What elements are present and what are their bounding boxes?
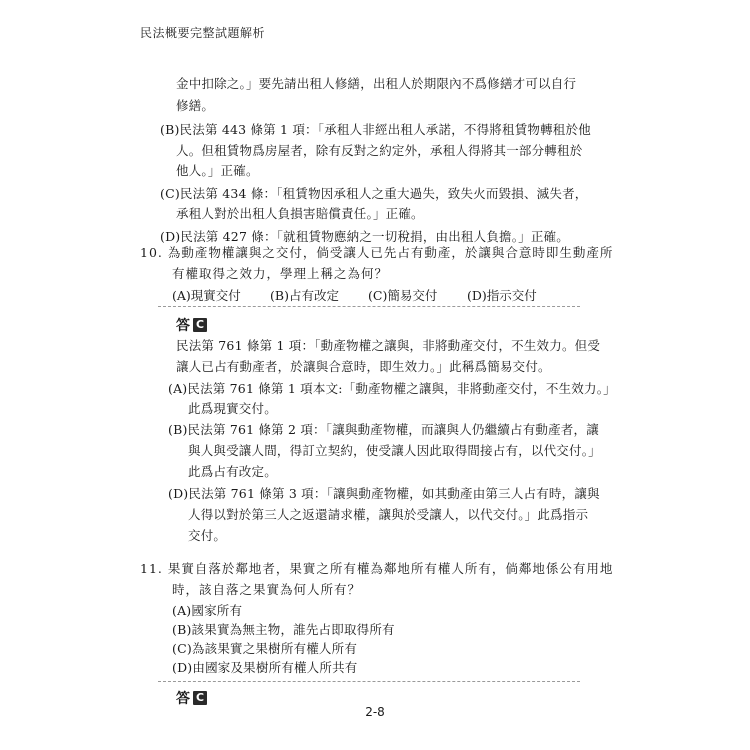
text-line: (B)民法第 443 條第 1 項：「承租人非經出租人承諾，不得將租賃物轉租於他 xyxy=(160,122,591,137)
text-line: 人。但租賃物爲房屋者，除有反對之約定外，承租人得將其一部分轉租於 xyxy=(176,143,583,158)
text-line: (B)民法第 761 條第 2 項：「讓與動產物權，而讓與人仍繼續占有動產者，讓 xyxy=(168,422,599,437)
question-text: 時，該自落之果實為何人所有？ xyxy=(172,582,362,597)
text-line: 承租人對於出租人負損害賠償責任。」正確。 xyxy=(176,206,424,221)
answer-letter-badge: C xyxy=(193,691,207,705)
page-header: 民法概要完整試題解析 xyxy=(140,26,266,40)
dashed-divider xyxy=(158,681,580,682)
answer-10 xyxy=(176,315,207,335)
text-line: 人得以對於第三人之返還請求權，讓與於受讓人，以代交付。」此爲指示 xyxy=(188,507,589,522)
option-b: (B)占有改定 xyxy=(270,288,339,303)
option-d: (D)指示交付 xyxy=(467,288,537,303)
text-line: (A)民法第 761 條第 1 項本文:「動產物權之讓與，非將動產交付，不生效力。」 xyxy=(168,381,616,396)
page-number: 2-8 xyxy=(365,705,385,719)
text-line: 金中扣除之。」要先請出租人修繕，出租人於期限內不爲修繕才可以自行 xyxy=(176,76,577,91)
question-text: 有權取得之效力，學理上稱之為何？ xyxy=(172,266,389,281)
text-line: 他人。」正確。 xyxy=(176,163,259,178)
text-line: 讓人已占有動產者，於讓與合意時，即生效力。」此稱爲簡易交付。 xyxy=(176,359,551,374)
answer-label: 答 xyxy=(176,318,190,334)
text-line: 此爲現實交付。 xyxy=(188,401,277,416)
text-line: 交付。 xyxy=(188,528,227,543)
text-line: (D)民法第 427 條：「就租賃物應納之一切稅捐，由出租人負擔。」正確。 xyxy=(160,229,569,244)
text-line: 修繕。 xyxy=(176,98,215,113)
text-line: 此爲占有改定。 xyxy=(188,464,277,479)
question-text: 11. 果實自落於鄰地者，果實之所有權為鄰地所有權人所有，倘鄰地係公有用地 xyxy=(140,561,614,576)
text-line: (C)民法第 434 條：「租賃物因承租人之重大過失，致失火而毀損、滅失者， xyxy=(160,186,588,201)
option-c: (C)為該果實之果樹所有權人所有 xyxy=(172,641,358,656)
option-c: (C)簡易交付 xyxy=(368,288,438,303)
option-b: (B)該果實為無主物，誰先占即取得所有 xyxy=(172,622,395,637)
text-line: (D)民法第 761 條第 3 項：「讓與動產物權，如其動產由第三人占有時，讓與 xyxy=(168,486,600,501)
option-a: (A)國家所有 xyxy=(172,603,243,618)
option-d: (D)由國家及果樹所有權人所共有 xyxy=(172,660,358,675)
answer-label: 答 xyxy=(176,691,190,707)
text-line: 與人與受讓人間，得訂立契約，使受讓人因此取得間接占有，以代交付。」 xyxy=(188,443,601,458)
answer-letter-badge: C xyxy=(193,318,207,332)
option-a: (A)現實交付 xyxy=(172,288,241,303)
dashed-divider xyxy=(158,306,580,307)
text-line: 民法第 761 條第 1 項：「動產物權之讓與，非將動產交付，不生效力。但受 xyxy=(176,338,601,353)
question-text: 10. 為動產物權讓與之交付，倘受讓人已先占有動產，於讓與合意時即生動產所 xyxy=(140,245,614,260)
